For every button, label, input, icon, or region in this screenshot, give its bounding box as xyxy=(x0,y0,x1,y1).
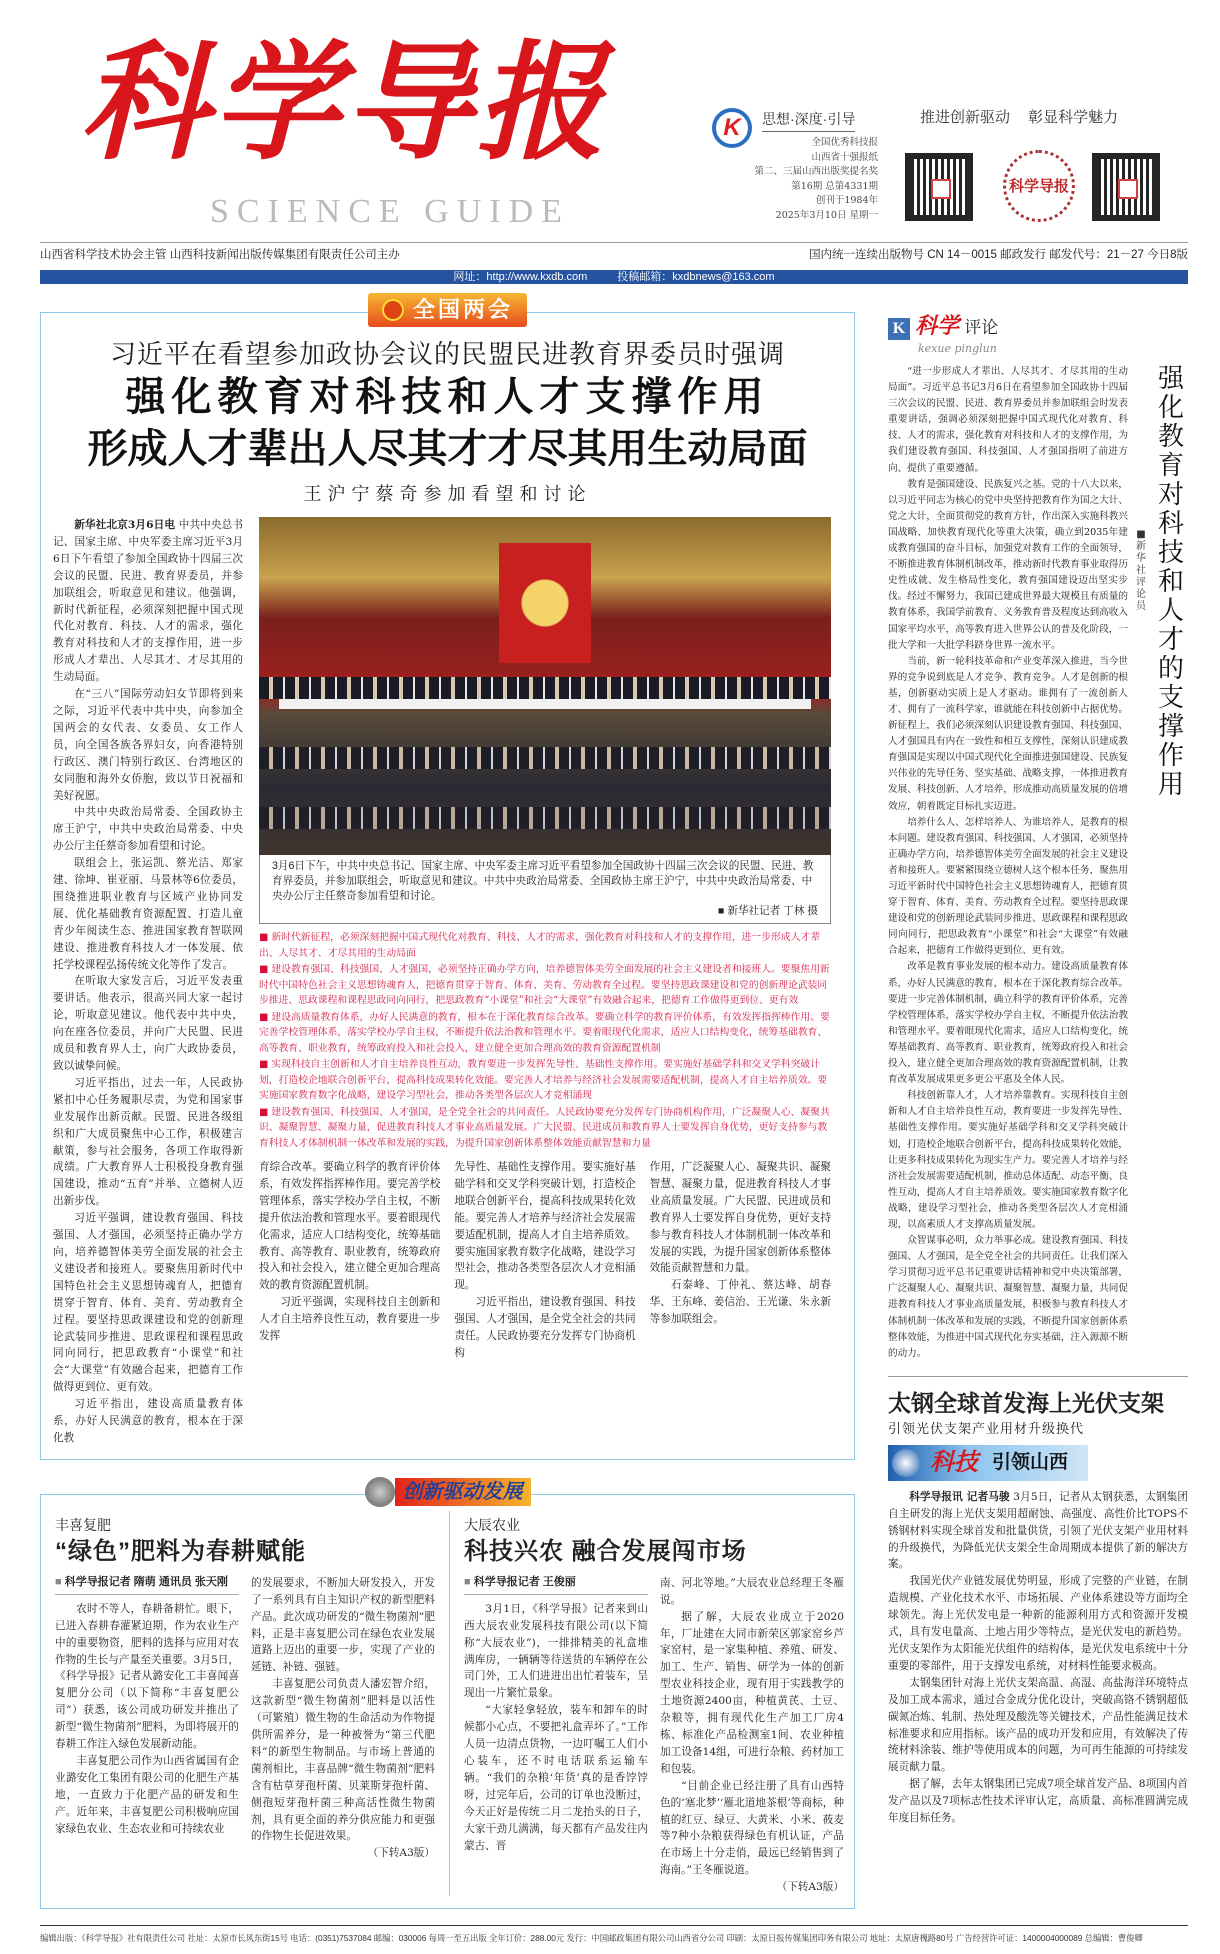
divider xyxy=(449,1511,450,1896)
tech-leads-shanxi-banner xyxy=(888,1445,1088,1481)
paragraph: 当前，新一轮科技革命和产业变革深入推进，当今世界的竞争说到底是人才竞争、教育竞争。人才是创新的根基，创新驱动实质上是人才驱动。谁拥有了一流创新人才、拥有了一流科学家，谁就能在科技创新中占据优势。新征程上，我们必须深刻认识建设教育强国、科技强国、人才强国具有内在一致性和相互支撑性，深刻认识建成教育强国是实现以中国式现代化全面推进强国建设、民族复兴伟业的先导任务、坚实基础、战略支撑，一体推进教育发展、科技创新、人才培养，形成推动高质量发展的倍增效应，朝着既定目标扎实迈进。 xyxy=(888,655,1128,812)
article-columns xyxy=(55,1575,435,1862)
article-column xyxy=(464,1575,648,1855)
highlight: ■ 实现科技自主创新和人才自主培养良性互动，教育要进一步发挥先导性、基础性支撑作用。要实施好基础学科和交叉学科突破计划，打造校企地联合创新平台，提高科技成果转化效能。要完善人才培养与经济社会发展需要适配机制，提高人才自主培养质效。要实施国家教育数字化战略，建设学习型社会，推动各类型各层次人才竞相涌现 xyxy=(259,1057,831,1104)
paragraph: 太钢集团针对海上光伏支架高温、高湿、高盐海洋环境特点及加工成本需求，通过合金成分优化设计，突破高铬不锈钢超低碳氮冶炼、轧制、热处理及酸洗等关键技术，产品性能满足技术标准要求和应用指标。该产品的成功开发和应用，有效解决了传统材料涂装、维护等使用成本的问题，为可再生能源的可持续发展贡献力量。 xyxy=(888,1676,1188,1774)
article-byline: ■ 科学导报记者 隋萌 通讯员 张天刚 xyxy=(55,1575,239,1595)
article-column xyxy=(55,1575,239,1838)
serial-number: 国内统一连续出版物号 CN 14－0015 邮政发行 邮发代号：21－27 今日8版 xyxy=(809,249,1188,261)
honor: 山西省十强报纸 xyxy=(811,151,878,163)
section-banner-wrap xyxy=(41,293,854,327)
paragraph: 习近平强调，建设教育强国、科技强国、人才强国，必须坚持正确办学方向，培养德智体美劳全面发展的社会主义建设者和接班人。要聚焦用新时代中国特色社会主义思想铸魂育人，把德育贯穿于智育、体育、美育、劳动教育全过程。要坚持思政课建设和党的创新理论武装同步推进、思政课程和课程思政同向同行，把思政教育“小课堂”和社会“大课堂”有效融合起来，把德育工作做得更到位、更有效。 xyxy=(53,1212,243,1394)
lead-column-1 xyxy=(53,517,243,1447)
logo-pinyin: kexue pinglun xyxy=(918,342,997,355)
paragraph: 教育是强国建设、民族复兴之基。党的十八大以来，以习近平同志为核心的党中央坚持把教育作为国之大计、党之大计，全面贯彻党的教育方针，作出深入实施科教兴国战略、加快教育现代化等重大决策，确立到2035年建成教育强国的奋斗目标，加强党对教育工作的全面领导，不断推进教育体制机制改革，推动新时代教育事业取得历史性成就、发生格局性变化，教育强国建设迈出坚实步伐。经过不懈努力，我国已建成世界最大规模且有质量的教育体系，我国学前教育、义务教育普及程度达到高收入国家平均水平，高等教育进入世界公认的普及化阶段，一批大学和一大批学科跻身世界一流水平。 xyxy=(888,478,1128,651)
paragraph: 的发展要求，不断加大研发投入，开发了一系列具有自主知识产权的新型肥料产品。此次成功研发的“微生物菌剂”肥料，正是丰喜复肥公司在绿色农业发展道路上迈出的重要一步，实现了产业的延链、补链、强链。 xyxy=(251,1576,435,1674)
continued-note[interactable]: （下转A3版） xyxy=(367,1847,435,1860)
paragraph: 据了解，去年太钢集团已完成7项全球首发产品、8项国内首发产品以及7项标志性技术评审认定，高质量、高标准圆满完成年度目标任务。 xyxy=(888,1778,1188,1825)
lead-bottom-columns xyxy=(259,1159,831,1362)
commentary xyxy=(888,364,1188,1362)
paragraph-text: 中共中央总书记、国家主席、中央军委主席习近平3月6日下午看望了参加全国政协十四届三次会议的民盟、民进、教育界委员，并参加联组会，听取意见和建议。他强调，新时代新征程，必须深刻把握中国式现代化对教育、科技、人才的需求，强化教育对科技和人才的支撑作用，进一步形成人才辈出、人尽其才、才尽其用的生动局面。 xyxy=(53,519,244,684)
paragraph: 3月1日，《科学导报》记者来到山西大辰农业发展科技有限公司(以下简称“大辰农业”)，一排排精美的礼盒堆满库房，一辆辆等待送货的车辆停在公司门外，工人们进进出出忙着装车，呈现出一片繁忙景象。 xyxy=(464,1602,648,1700)
globe-icon xyxy=(892,1449,920,1477)
photo-caption xyxy=(259,855,831,924)
lead-headline-line2: 形成人才辈出人尽其才才尽其用生动局面 xyxy=(87,427,808,471)
photo-backdrop xyxy=(499,543,591,663)
paragraph: 科技创新靠人才，人才培养靠教育。实现科技自主创新和人才自主培养良性互动，教育要进一步发挥先导性、基础性支撑作用。要实施好基础学科和交叉学科突破计划，打造校企地联合创新平台，提高科技成果转化效能，让更多科技成果转化为现实生产力。要完善人才培养与经济社会发展需要适配机制，推动总体适配、动态平衡、良性互动，提高人才自主培养质效。要实施国家教育数字化战略，建设学习型社会，推动各类型各层次人才竞相涌现，以高素质人才支撑高质量发展。 xyxy=(888,1090,1128,1230)
honor: 全国优秀科技报 xyxy=(811,137,878,148)
issue-date: 2025年3月10日 星期一 xyxy=(775,209,878,221)
taigang-dateline: 科学导报讯 记者马骏 xyxy=(909,1490,1010,1503)
dateline: 新华社北京3月6日电 xyxy=(74,519,176,531)
commentary-body xyxy=(888,364,1128,1362)
paragraph: 联组会上，张运凯、蔡光洁、郑家建、徐坤、崔亚丽、马景林等6位委员，围绕推进职业教育与区域产业协同发展、优化基础教育资源配置、打造儿童青少年阅读生态、推进国家教育智联网建设、推进教育科技人才一体发展、依托学校课程弘扬传统文化等作了发言。 xyxy=(53,857,243,971)
masthead xyxy=(0,0,1220,292)
slogan: 推进创新驱动 彰显科学魅力 xyxy=(920,109,1119,126)
paragraph: 作用，广泛凝聚人心、凝聚共识、凝聚智慧、凝聚力量，促进教育科技人才事业高质量发展。广大民盟、民进成员和教育界人士要发挥自身优势，更好支持参与教育科技人才体制机制一体改革和发展的实践，为提升国家创新体系整体效能贡献智慧和力量。 xyxy=(649,1161,831,1275)
paragraph: 习近平指出，建设教育强国、科技强国、人才强国，是全党全社会的共同责任。人民政协要充分发挥专门协商机构 xyxy=(454,1296,636,1359)
paragraph-text: 3月5日，记者从太钢获悉，太钢集团自主研发的海上光伏支架用超耐蚀、高强度、高性价比TOPS不锈钢材料实现全球首发和批量供货，引领了光伏支架产业用材料的升级换代，为降低光伏支架全生命周期成本提供了新的解决方案。 xyxy=(888,1490,1189,1571)
gear-icon xyxy=(365,1477,395,1507)
article-column xyxy=(660,1575,844,1896)
highlight: ■ 建设教育强国、科技强国、人才强国，是全党全社会的共同责任。人民政协要充分发挥专门协商机构作用，广泛凝聚人心、凝聚共识、凝聚智慧、凝聚力量，促进教育科技人才事业高质量发展。广大民盟、民进成员和教育界人士要发挥自身优势，更好支持参与教育科技人才体制机制一体改革和发展的实践，为提升国家创新体系整体效能贡献智慧和力量 xyxy=(259,1105,831,1152)
paragraph: “大家轻拿轻放，装车和卸车的时候都小心点，不要把礼盒弄坏了。”工作人员一边清点货物，一边叮嘱工人们小心装车，还不时电话联系运输车辆。“我们的杂粮‘年货’真的是香饽饽呀，过完年后，公司的订单也没断过，今天正好是传统二月二龙抬头的日子，大家干劲儿满满，每天都有产品发往内蒙古、晋 xyxy=(464,1704,648,1852)
paragraph: 培养什么人、怎样培养人、为谁培养人，是教育的根本问题。建设教育强国、科技强国、人才强国，必须坚持正确办学方向，培养德智体美劳全面发展的社会主义建设者和接班人。要紧紧围绕立德树人这个根本任务，聚焦用习近平新时代中国特色社会主义思想铸魂育人，把德育贯穿于智育、体育、美育、劳动教育全过程。要坚持思政课建设和党的创新理论武装同步推进、思政课程和课程思政同向同行，把思政教育“小课堂”和社会“大课堂”有效融合起来，把德育工作做得更到位、更有效。 xyxy=(888,816,1128,957)
lead-article-box xyxy=(40,297,855,1460)
lead-headline-line1: 强化教育对科技和人才支撑作用 xyxy=(125,375,770,419)
issue-number: 第16期 总第4331期 xyxy=(791,180,878,192)
paragraph: “目前企业已经注册了具有山西特色的‘塞北梦’‘雁北道地茶根’等商标，种植的红豆、绿豆、大黄米、小米、莜麦等7种小杂粮获得绿色有机认证，产品在市场上十分走俏，最远已经销售到了海南。”王冬雁说道。 xyxy=(660,1779,844,1877)
banner-label: 创新驱动发展 xyxy=(395,1478,531,1506)
masthead-english-title: SCIENCE GUIDE xyxy=(210,193,570,230)
sponsors: 山西省科学技术协会主管 山西科技新闻出版传媒集团有限责任公司主办 xyxy=(40,249,400,261)
photo-credit: ■ 新华社记者 丁林 摄 xyxy=(718,905,818,917)
paragraph: 农时不等人，春耕备耕忙。眼下，已进入春耕春灌紧迫期，作为农业生产中的重要物资，肥料的选择与应用对农作物的生长与产量至关重要。3月5日，《科学导报》记者从潞安化工丰喜闻喜复肥分公司（以下简称“丰喜复肥公司”）获悉，该公司成功研发并推出了新型“微生物菌剂”肥料，为即将展开的春耕工作注入绿色发展新动能。 xyxy=(55,1602,239,1751)
highlight: ■ 建设教育强国、科技强国、人才强国，必须坚持正确办学方向，培养德智体美劳全面发展的社会主义建设者和接班人。要聚焦用新时代中国特色社会主义思想铸魂育人，把德育贯穿于智育、体育、美育、劳动教育全过程。要坚持思政课建设和党的创新理论武装同步推进、思政课程和课程思政同向同行，把思政教育“小课堂”和社会“大课堂”有效融合起来，把德育工作做得更到位、更有效 xyxy=(259,962,831,1009)
article-columns xyxy=(464,1575,844,1896)
paragraph: 习近平指出，建设高质量教育体系，办好人民满意的教育，根本在于深化教 xyxy=(53,1398,243,1444)
article-headline: “绿色”肥料为春耕赋能 xyxy=(55,1537,306,1565)
paragraph: 改革是教育事业发展的根本动力。建设高质量教育体系，办好人民满意的教育，根本在于深化教育综合改革。要进一步完善体制机制，确立科学的教育评价体系，完善学校管理体系，落实学校办学自主权，不断提升依法治教和管理水平。要着眼现代化需求，适应人口结构变化，统筹基础教育、高等教育、职业教育，统筹政府投入和社会投入，建立健全更加合理高效的教育资源配置机制，让教育改革发展成果更多更公平惠及全体人民。 xyxy=(888,961,1128,1086)
banner-label: 全国两会 xyxy=(413,297,514,322)
issue-info xyxy=(700,136,878,223)
emblem-icon xyxy=(382,299,404,321)
honor: 第二、三届山西出版奖提名奖 xyxy=(754,166,878,177)
taigang-headline: 太钢全球首发海上光伏支架 xyxy=(888,1389,1164,1416)
continued-note[interactable]: （下转A3版） xyxy=(776,1881,844,1894)
divider xyxy=(40,242,1188,243)
divider xyxy=(888,1376,1188,1377)
taigang-body xyxy=(888,1489,1188,1827)
commentary-vertical-title: 强化教育对科技和人才的支撑作用 xyxy=(1157,363,1184,799)
taigang-subtitle: 引领光伏支架产业用材升级换代 xyxy=(888,1420,1085,1436)
section-banner-two-sessions xyxy=(368,293,527,327)
website-link[interactable]: 网址：http://www.kxdb.com xyxy=(453,271,588,283)
motto: 思想·深度·引导 xyxy=(762,110,855,132)
left-area xyxy=(40,297,855,1909)
news-photo[interactable] xyxy=(259,517,831,855)
email-link[interactable]: 投稿邮箱：kxdbnews@163.com xyxy=(617,271,775,283)
paragraph: 众智谋事必明，众力举事必成。建设教育强国、科技强国、人才强国，是全党全社会的共同责任。让我们深入学习贯彻习近平总书记重要讲话精神和党中央决策部署，广泛凝聚人心、凝聚共识、凝聚智慧、凝聚力量，共同促进教育科技人才事业高质量发展，积极参与教育科技人才体制机制一体改革和发展的实践，不断提升国家创新体系整体效能，为推进中国式现代化夯实基础，注入源源不断的动力。 xyxy=(888,1235,1128,1359)
lead-right-part xyxy=(259,517,831,1362)
paragraph: 我国光伏产业链发展优势明显，形成了完整的产业链，在制造规模、产业化技术水平、市场拓展、产业体系建设等方面均全球领先。海上光伏发电是一种新的能源利用方式和资源开发模式，具有发电量高、土地占用少等特点，是光伏发电的新趋势。光伏支架作为太阳能光伏组件的结构体，是光伏发电系统中十分重要的零部件，用于支撑发电系统，对材料性能要求极高。 xyxy=(888,1575,1188,1672)
founded: 创刊于1984年 xyxy=(815,195,878,206)
qr-code-icon[interactable] xyxy=(1092,153,1160,221)
lead-column-2 xyxy=(259,1159,440,1362)
right-area xyxy=(888,312,1188,1827)
masthead-info-line xyxy=(40,247,1188,263)
paragraph: 南、河北等地。”大辰农业总经理王冬雁说。 xyxy=(660,1576,844,1606)
lead-subtitle: 习近平在看望参加政协会议的民盟民进教育界委员时强调 xyxy=(109,339,785,369)
contact-bar xyxy=(40,270,1188,284)
paragraph: 习近平强调，实现科技自主创新和人才自主培养良性互动，教育要进一步发挥 xyxy=(259,1296,441,1343)
lead-column-3 xyxy=(454,1159,635,1362)
highlight: ■ 建设高质量教育体系，办好人民满意的教育，根本在于深化教育综合改革。要确立科学的教育评价体系，有效发挥指挥棒作用。要完善学校管理体系，落实学校办学自主权，不断提升依法治教和管理水平。要着眼现代化需求，适应人口结构变化，统筹基础教育、高等教育、职业教育，统筹政府投入和社会投入，建立健全更加合理高效的教育资源配置机制 xyxy=(259,1010,831,1057)
logo-title: 科学 xyxy=(915,313,960,339)
newspaper-k-logo-icon: K xyxy=(712,108,752,148)
paragraph: 丰喜复肥公司作为山西省属国有企业潞安化工集团有限公司的化肥生产基地，一直致力于化肥产品的研发和生产。近年来，丰喜复肥公司积极响应国家绿色农业、生态农业和可持续农业 xyxy=(55,1755,239,1835)
article-byline: ■ 科学导报记者 王俊丽 xyxy=(464,1575,648,1595)
commentary-logo xyxy=(888,312,1188,356)
lead-article-body xyxy=(41,517,854,1459)
logo-suffix: 评论 xyxy=(964,318,999,338)
paragraph: 在听取大家发言后，习近平发表重要讲话。他表示，很高兴同大家一起讨论，听取意见建议。他代表中共中央，向在座各位委员，并向广大民盟、民进成员和教育界人士，向广大政协委员，致以诚挚问候。 xyxy=(53,975,243,1072)
innovation-articles xyxy=(41,1511,854,1908)
lead-column-4 xyxy=(650,1159,831,1362)
paragraph: 先导性、基础性支撑作用。要实施好基础学科和交叉学科突破计划，打造校企地联合创新平台，提高科技成果转化效能。要完善人才培养与经济社会发展需要适配机制，提高人才自主培养质效。要实施国家教育数字化战略，建设学习型社会，推动各类型各层次人才竞相涌现。 xyxy=(454,1161,636,1292)
masthead-logo: 科学导报 xyxy=(80,28,609,178)
footer-imprint: 编辑出版：《科学导报》社有限责任公司 社址：太原市长风东街15号 电话：(0351)7537084 邮编：030006 每周一至五出版 全年订价：288.00元 发行：中国邮政集团有限公司山西省分公司 印刷：太原日报传媒集团印务有限公司 地址：太原唐槐路80号 广告经营许可证：1400004000089 总编辑：曹俊卿 xyxy=(40,1925,1188,1944)
highlights xyxy=(259,930,831,1151)
article-kicker: 丰喜复肥 xyxy=(55,1516,111,1533)
paragraph: “进一步形成人才辈出、人尽其才、才尽其用的生动局面”。习近平总书记3月6日在看望参加全国政协十四届三次会议的民盟、民进、教育界委员并参加联组会时发表重要讲话，强调必须深刻把握中国式现代化对教育、科技、人才的需求，强化教育对科技和人才的支撑作用，为我们建设教育强国、科技强国、人才强国指明了前进方向、提供了重要遵循。 xyxy=(888,366,1128,474)
douyin-seal-icon[interactable]: 科学导报 xyxy=(1003,150,1075,222)
article-agriculture xyxy=(464,1511,844,1896)
photo-people xyxy=(259,747,831,769)
caption-text: 3月6日下午，中共中央总书记、国家主席、中央军委主席习近平看望参加全国政协十四届三次会议的民盟、民进、教育界委员，并参加联组会，听取意见和建议。中共中央政治局常委、全国政协主席王沪宁，中共中央政治局常委、中央办公厅主任蔡奇参加看望和讨论。 xyxy=(272,860,814,902)
paragraph: 中共中央政治局常委、全国政协主席王沪宁，中共中央政治局常委、中央办公厅主任蔡奇参加看望和讨论。 xyxy=(53,806,243,853)
article-column xyxy=(251,1575,435,1862)
commentary-byline: ■新华社评论员 xyxy=(1136,529,1146,612)
innovation-box xyxy=(40,1480,855,1909)
paragraph: 丰喜复肥公司负责人潘宏智介绍，这款新型“微生物菌剂”肥料是以活性（可繁殖）微生物的生命活动为作物提供所需养分，是一种被誉为“第三代肥料”的新型生物制品。与市场上普通的菌剂相比，丰喜品牌“微生物菌剂”肥料含有枯草芽孢杆菌、贝莱斯芽孢杆菌、侧孢短芽孢杆菌三种高活性微生物菌剂，具有更全面的养分供应能力和更强的作物生长促进效果。 xyxy=(251,1678,435,1843)
paragraph: 习近平指出，过去一年，人民政协紧扣中心任务履职尽责，为党和国家事业发展作出新贡献。民盟、民进各级组织和广大成员聚焦中心工作，积极建言献策，参与社会服务，各项工作取得新成绩。广大教育界人士积极投身教育强国建设，推动“五育”并举、立德树人迈出新步伐。 xyxy=(53,1076,243,1208)
article-headline: 科技兴农 融合发展闯市场 xyxy=(464,1537,747,1565)
highlight: ■ 新时代新征程，必须深刻把握中国式现代化对教育、科技、人才的需求，强化教育对科技和人才的支撑作用，进一步形成人才辈出、人尽其才、才尽其用的生动局面 xyxy=(259,930,831,961)
paragraph: 据了解，大辰农业成立于2020年，厂址建在大同市新荣区郭家窑乡芦家窑村，是一家集种植、养殖、研发、加工、生产、销售、研学为一体的创新型农业科技企业，现有用于实践教学的土地资源2400亩，种植黄芪、土豆、杂粮等，拥有现代化生产加工厂房4栋、标准化产品检测室1间、农业种植加工设备14组，可进行杂粮、药材加工和包装。 xyxy=(660,1610,844,1775)
photo-people xyxy=(259,677,831,699)
k-logo-icon: K xyxy=(888,318,910,340)
qr-code-icon[interactable] xyxy=(905,153,973,221)
paragraph: 育综合改革。要确立科学的教育评价体系，有效发挥指挥棒作用。要完善学校管理体系，落实学校办学自主权，不断提升依法治教和管理水平。要着眼现代化需求，适应人口结构变化，统筹基础教育、高等教育、职业教育，统筹政府投入和社会投入，建立健全更加合理高效的教育资源配置机制。 xyxy=(259,1161,441,1292)
page-body xyxy=(40,297,1220,1909)
paragraph xyxy=(888,1489,1188,1574)
paragraph: 石泰峰、丁仲礼、蔡达峰、胡春华、王东峰、姜信治、王光谦、朱永新等参加联组会。 xyxy=(649,1279,831,1326)
banner-black-text: 引领山西 xyxy=(992,1451,1069,1473)
banner-red-text: 科技 xyxy=(930,1446,978,1476)
photo-people xyxy=(259,807,831,829)
paragraph: 在“三八”国际劳动妇女节即将到来之际，习近平代表中共中央，向参加全国两会的女代表、女委员、女工作人员，向全国各族各界妇女，向香港特别行政区、澳门特别行政区、台湾地区的女同胞和海外女侨胞，致以节日祝福和美好祝愿。 xyxy=(53,688,243,802)
lead-deck: 王沪宁蔡奇参加看望和讨论 xyxy=(303,484,592,504)
section-banner-innovation xyxy=(41,1477,854,1507)
article-kicker: 大辰农业 xyxy=(464,1516,520,1533)
article-fertilizer xyxy=(55,1511,435,1896)
paragraph xyxy=(53,517,243,686)
